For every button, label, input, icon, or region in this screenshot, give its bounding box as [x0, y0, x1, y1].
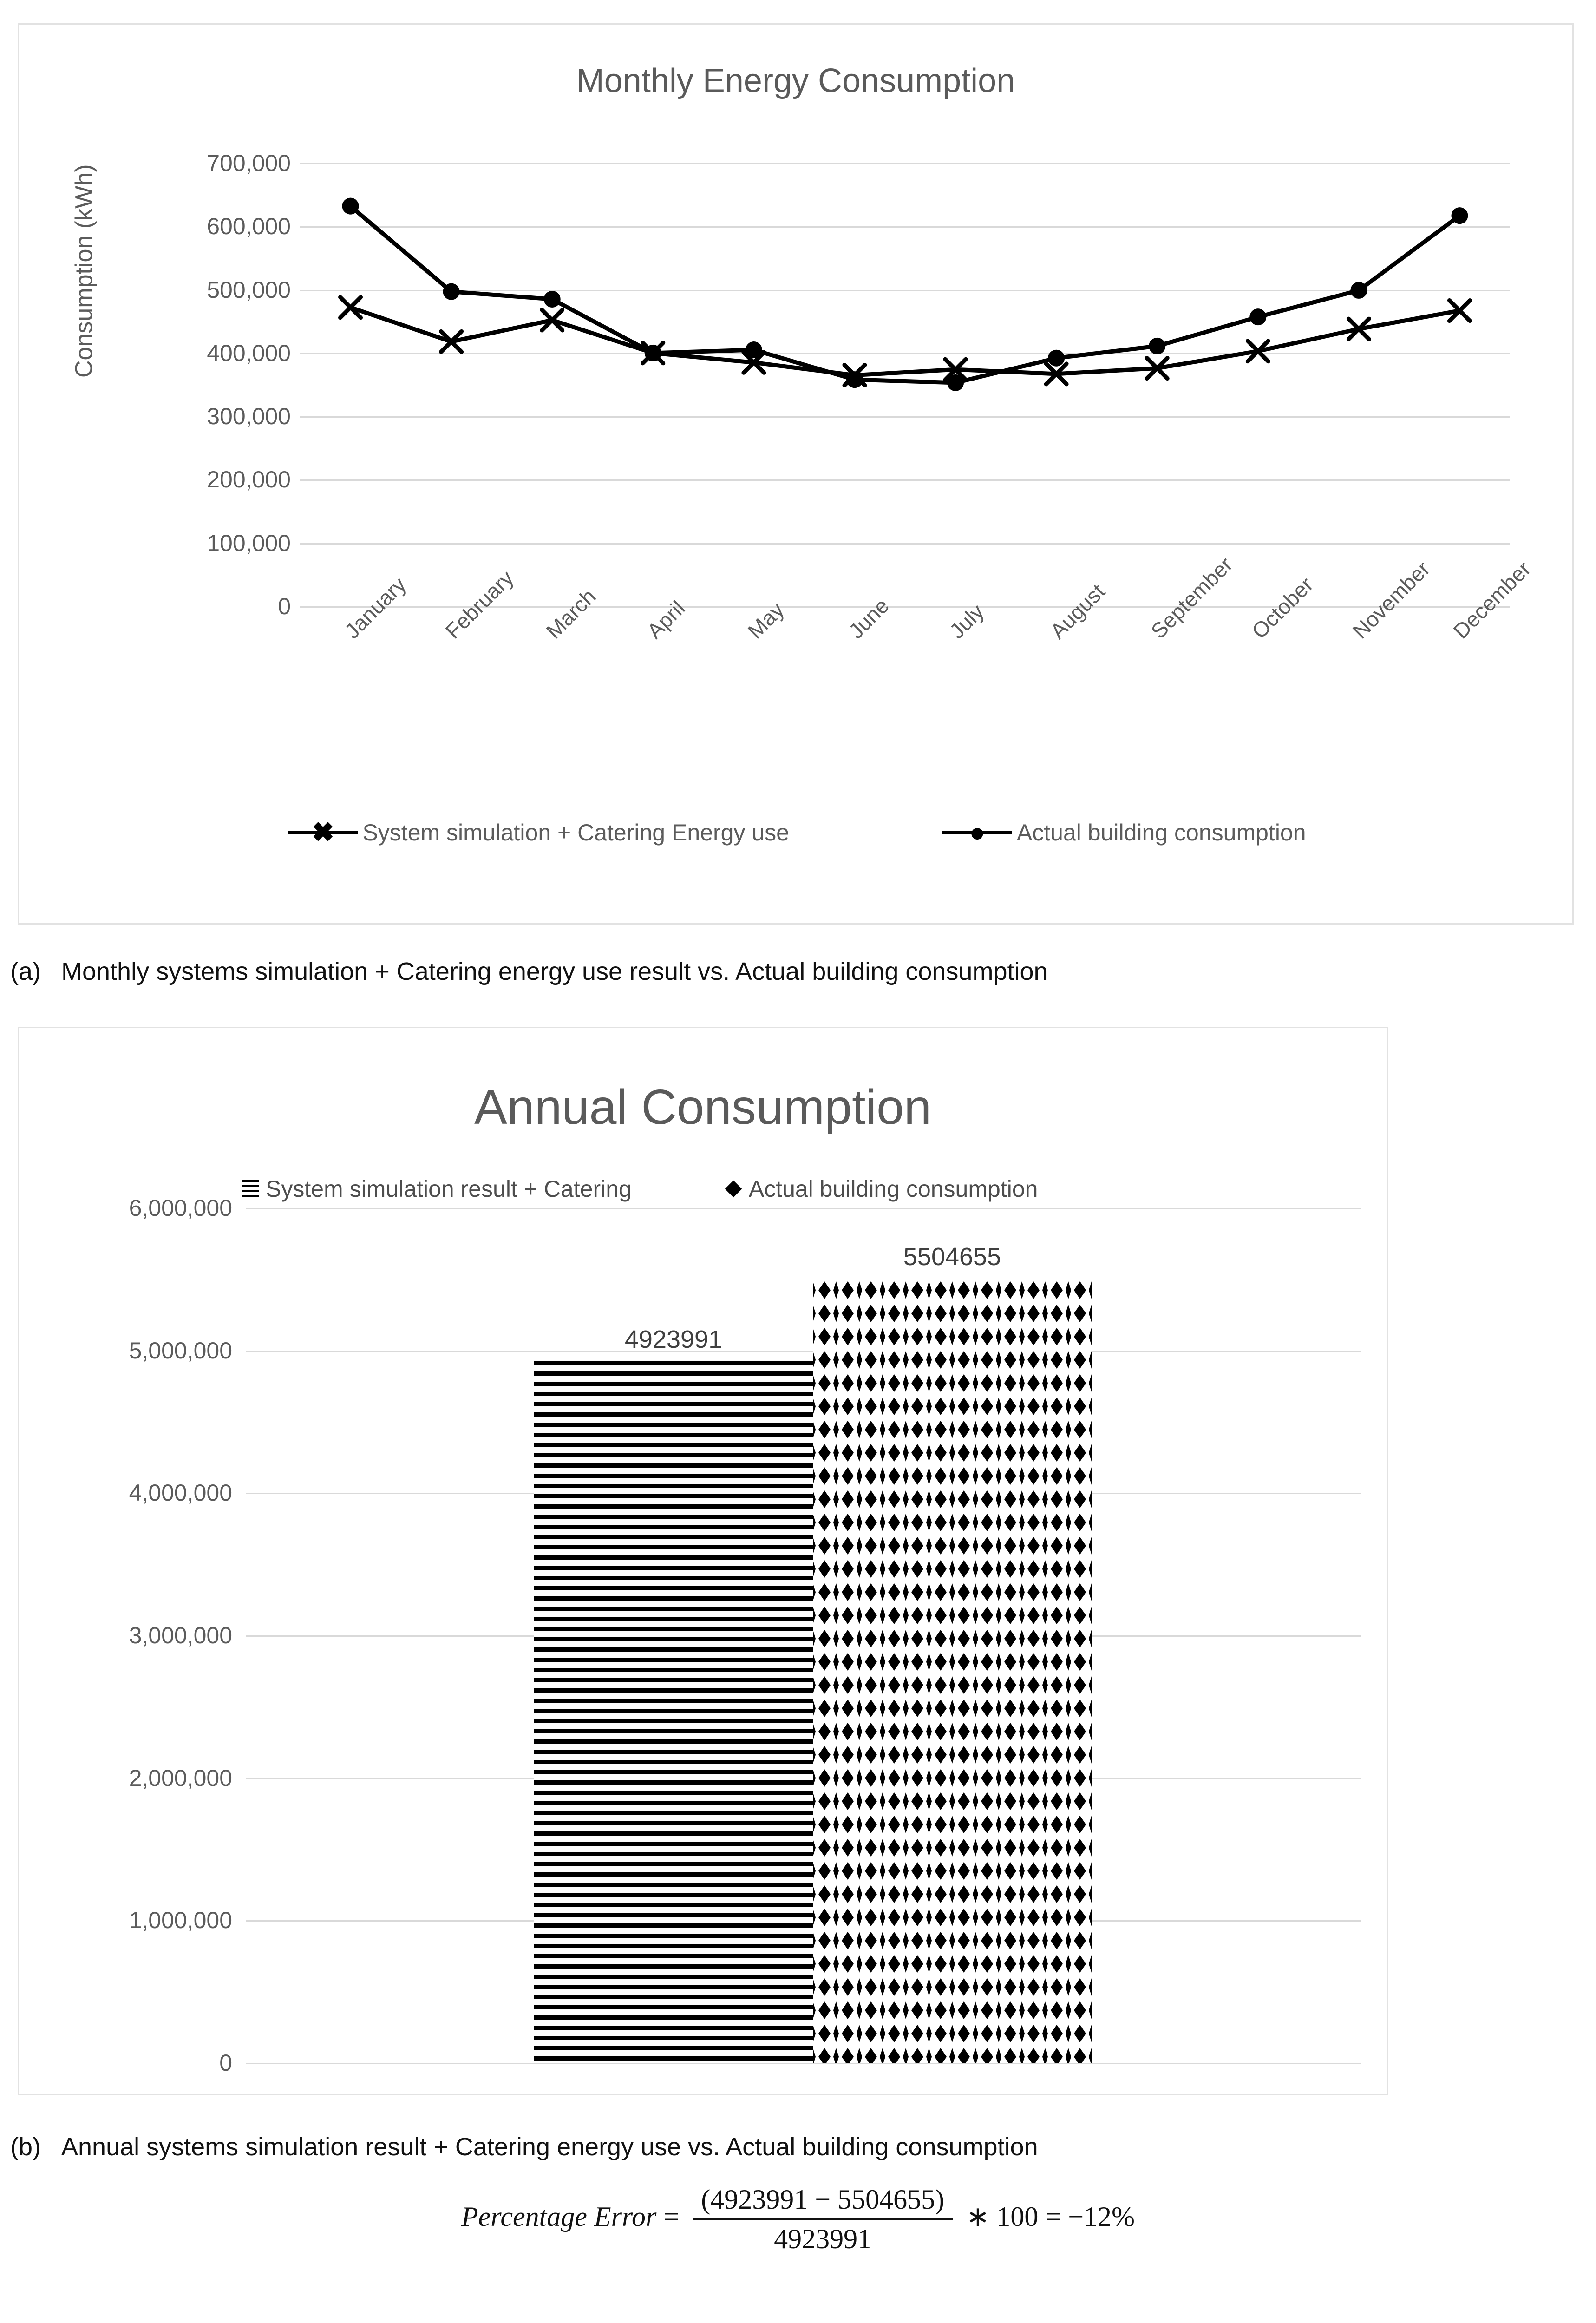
y-axis-tick: 100,000: [207, 530, 291, 556]
x-axis-tick: December: [1449, 556, 1536, 643]
formula-numerator: (4923991 − 5504655): [693, 2184, 953, 2220]
x-axis-tick: June: [844, 593, 894, 643]
data-point-marker: [1249, 308, 1266, 325]
y-axis-tick: 500,000: [207, 276, 291, 303]
series-line-0: [351, 308, 1460, 375]
data-point-marker: [443, 283, 460, 300]
data-point-marker: [1350, 282, 1367, 299]
data-point-marker: [846, 371, 863, 388]
x-axis-tick: February: [440, 565, 518, 643]
diamond-swatch-icon: [725, 1180, 742, 1198]
legend-label-annual-actual: Actual building consumption: [748, 1176, 1038, 1202]
monthly-y-axis-label: Consumption (kWh): [71, 164, 98, 378]
formula-label: Percentage Error: [461, 2201, 657, 2232]
y-axis-tick: 6,000,000: [129, 1195, 232, 1221]
x-axis-tick: April: [642, 596, 690, 643]
formula-multiplier: ∗ 100: [966, 2201, 1039, 2232]
x-axis-tick: October: [1247, 572, 1318, 643]
figure-caption-a: [10, 957, 1048, 986]
y-axis-tick: 0: [278, 593, 291, 619]
x-axis-tick: July: [944, 599, 989, 643]
y-axis-tick: 2,000,000: [129, 1765, 232, 1791]
legend-item-system-simulation[interactable]: ✖ System simulation + Catering Energy use: [312, 817, 789, 847]
bar-label-actual-consumption: 5504655: [903, 1242, 1001, 1271]
data-point-marker: [1451, 207, 1468, 224]
bar-system-simulation[interactable]: [534, 1361, 813, 2063]
data-point-marker: [342, 198, 359, 215]
y-axis-tick: 300,000: [207, 403, 291, 430]
caption-b-text: Annual systems simulation result + Catering energy use vs. Actual building consumption: [61, 2133, 1038, 2161]
x-axis-tick: May: [743, 597, 789, 643]
formula-fraction: [693, 2184, 953, 2255]
annual-legend: [242, 1175, 1038, 1202]
data-point-marker: [746, 341, 762, 358]
x-axis-tick: January: [340, 572, 411, 643]
y-axis-tick: 400,000: [207, 340, 291, 366]
monthly-legend: [19, 819, 1575, 846]
x-axis-tick: March: [541, 584, 601, 643]
y-axis-tick: 5,000,000: [129, 1337, 232, 1364]
percentage-error-formula: [0, 2184, 1596, 2255]
y-axis-tick: 200,000: [207, 466, 291, 493]
annual-chart-title: Annual Consumption: [474, 1080, 932, 1135]
x-axis-tick: September: [1146, 552, 1237, 643]
series-line-1: [351, 206, 1460, 383]
caption-a-tag: (a): [10, 958, 41, 985]
caption-b-tag: (b): [10, 2133, 41, 2161]
legend-item-actual-consumption[interactable]: ● Actual building consumption: [969, 817, 1306, 847]
figure-caption-b: [10, 2133, 1038, 2161]
formula-equals-2: =: [1045, 2201, 1061, 2232]
y-axis-tick: 700,000: [207, 150, 291, 176]
legend-item-annual-actual[interactable]: [725, 1175, 1038, 1202]
annual-plot-area: [246, 1208, 1361, 2063]
hatch-swatch-icon: [242, 1180, 259, 1198]
legend-label-system-simulation: System simulation + Catering Energy use: [362, 820, 789, 846]
caption-a-text: Monthly systems simulation + Catering energy use result vs. Actual building consumption: [61, 958, 1048, 985]
data-point-marker: [1048, 350, 1065, 367]
bar-label-system-simulation: 4923991: [624, 1325, 723, 1353]
gridline: [246, 1208, 1361, 1209]
bar-actual-consumption[interactable]: [813, 1279, 1092, 2063]
monthly-series-group: [300, 163, 1510, 606]
formula-denominator: 4923991: [774, 2224, 872, 2254]
y-axis-tick: 4,000,000: [129, 1480, 232, 1506]
data-point-marker: [340, 297, 361, 318]
y-axis-tick: 3,000,000: [129, 1622, 232, 1648]
monthly-chart-panel: [18, 23, 1574, 925]
data-point-marker: [544, 291, 561, 308]
diamond-pattern-icon: [813, 1279, 1092, 2063]
legend-item-annual-system-simulation[interactable]: [242, 1175, 632, 1202]
x-axis-tick: November: [1348, 556, 1435, 643]
gridline: [246, 2063, 1361, 2064]
legend-label-annual-system-simulation: System simulation result + Catering: [266, 1176, 632, 1202]
y-axis-tick: 0: [219, 2050, 232, 2076]
x-axis-tick: August: [1045, 579, 1110, 643]
formula-equals: =: [663, 2201, 680, 2232]
formula-result: −12%: [1068, 2201, 1135, 2232]
y-axis-tick: 1,000,000: [129, 1907, 232, 1934]
legend-label-actual-consumption: Actual building consumption: [1016, 820, 1306, 846]
data-point-marker: [947, 374, 964, 391]
data-point-marker: [645, 345, 661, 361]
data-point-marker: [1149, 338, 1165, 354]
monthly-chart-title: Monthly Energy Consumption: [576, 62, 1015, 99]
monthly-plot-area: [300, 163, 1510, 606]
y-axis-tick: 600,000: [207, 213, 291, 240]
gridline: [246, 1351, 1361, 1352]
